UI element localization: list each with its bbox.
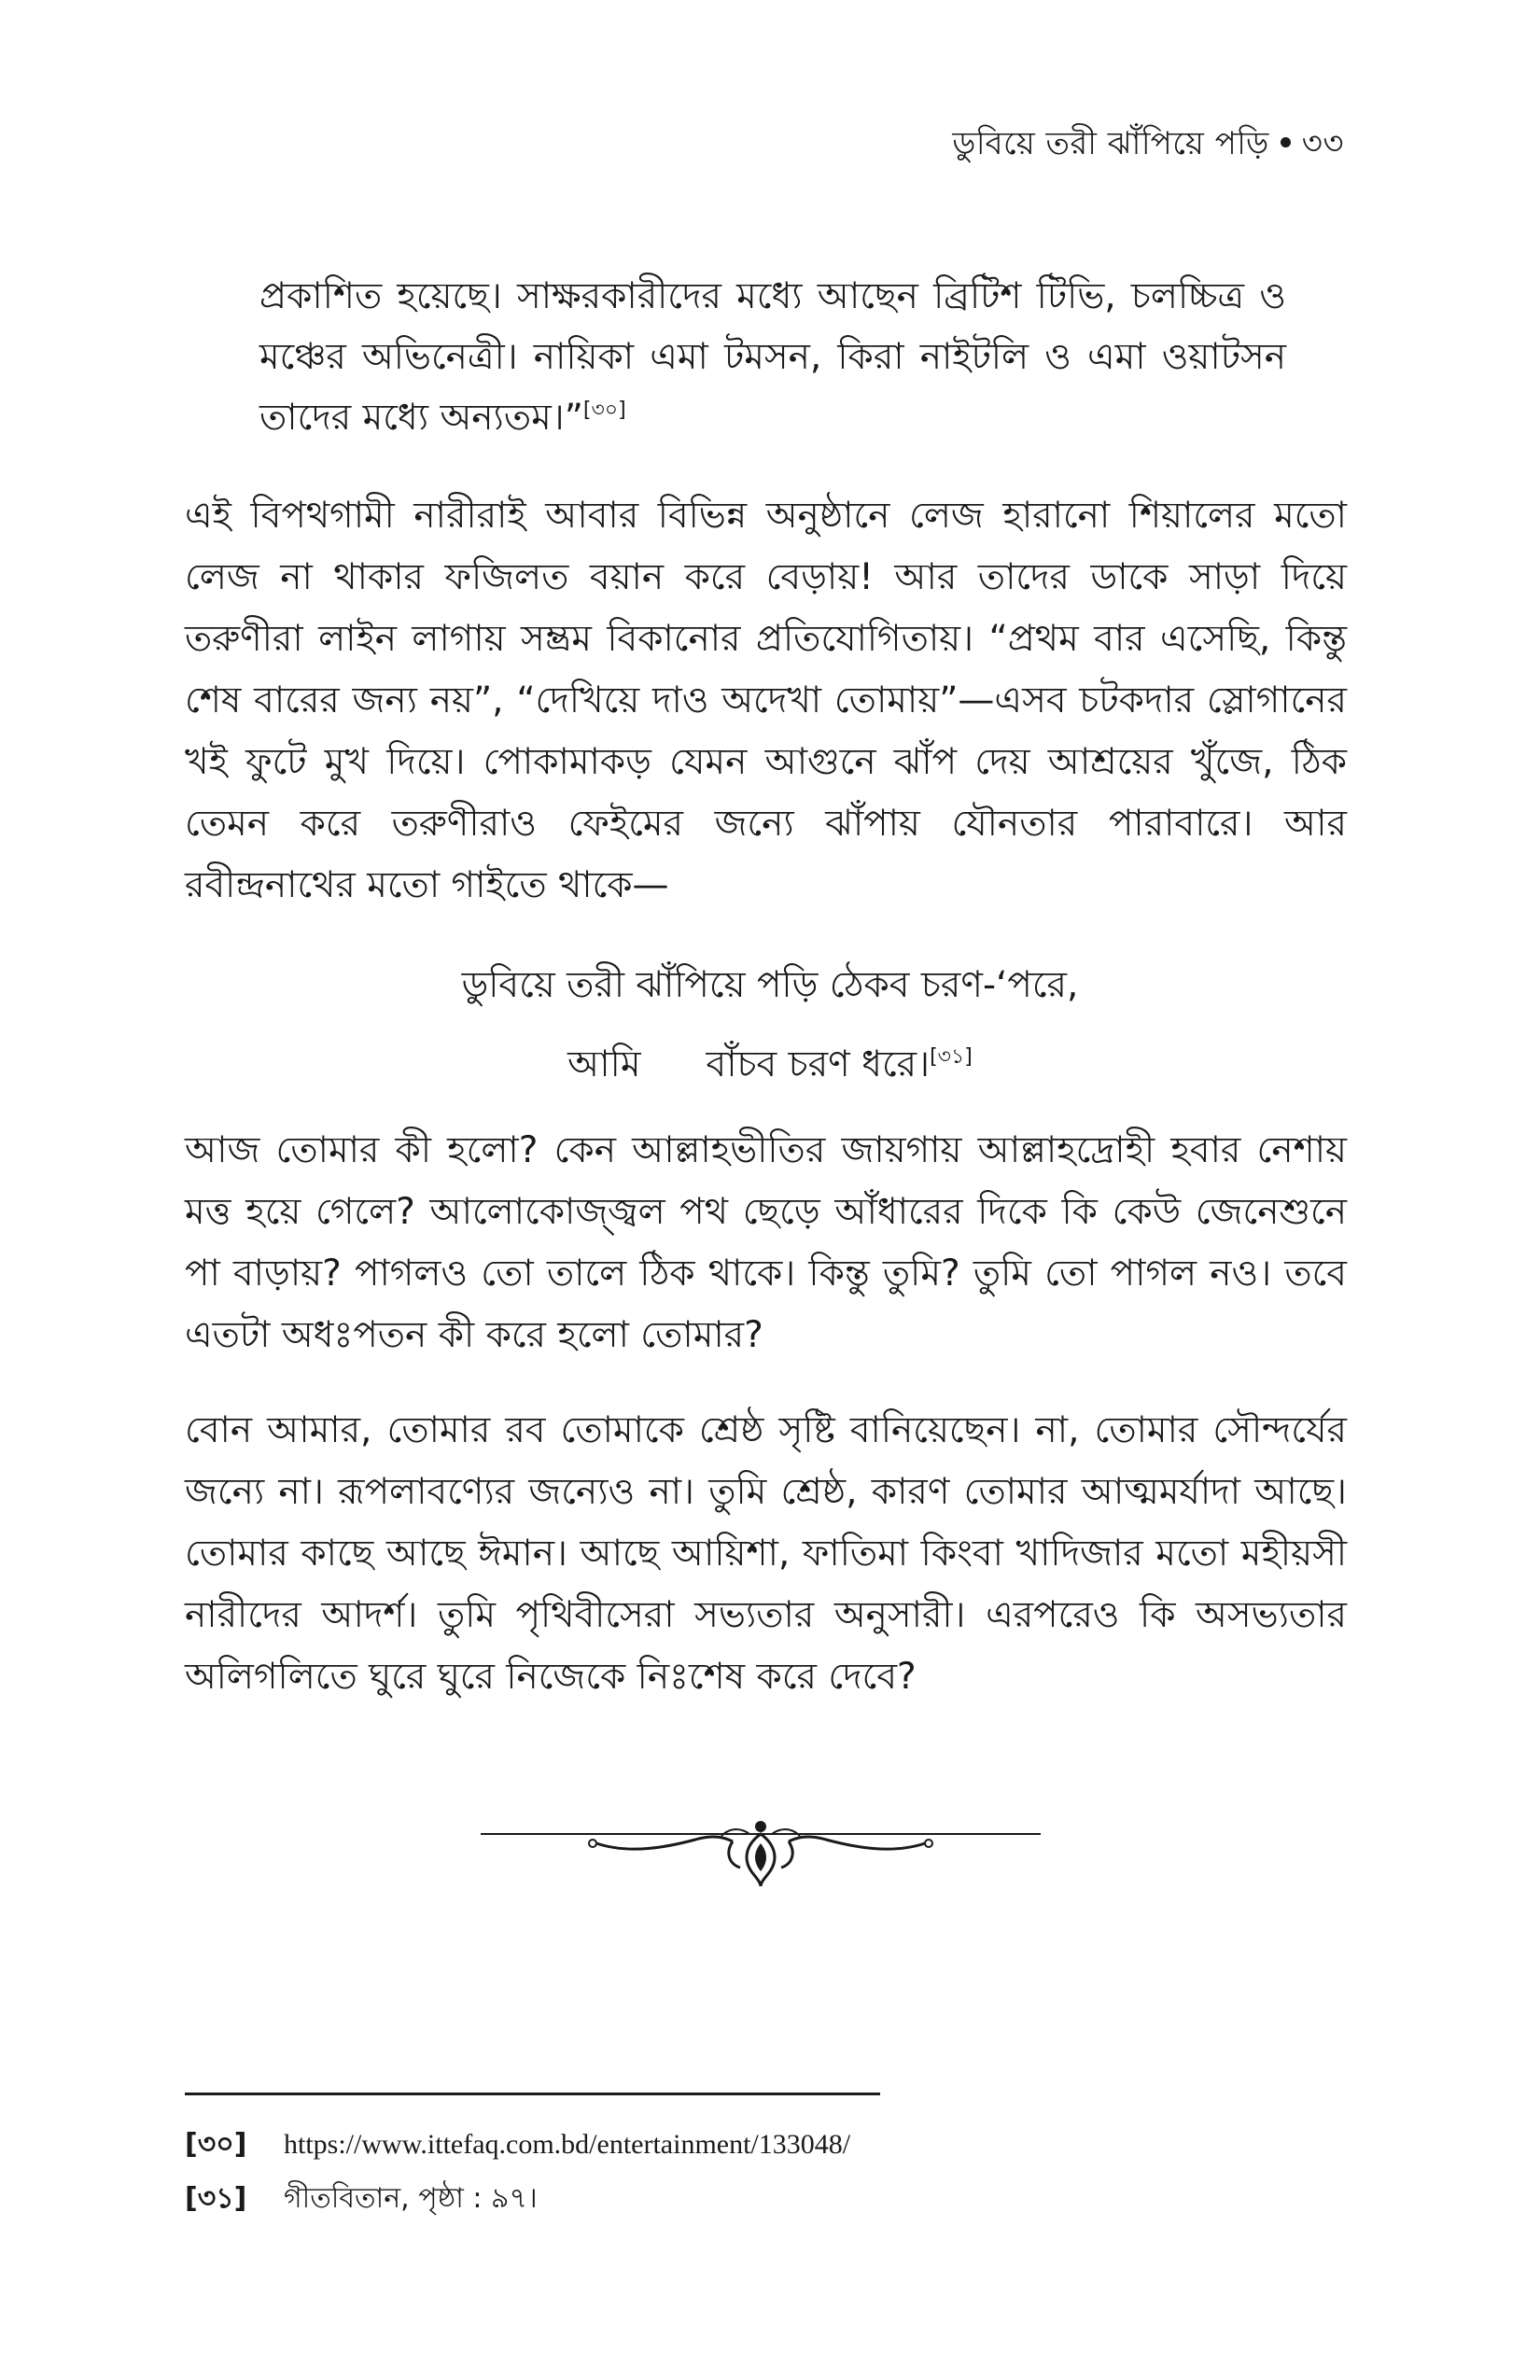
poem-line-1: ডুবিয়ে তরী ঝাঁপিয়ে পড়ি ঠেকব চরণ-‘পরে, [461, 964, 1079, 1006]
footnote-31 [185, 2180, 538, 2218]
footnote-30 [185, 2126, 850, 2163]
poem-line-2-rest: বাঁচব চরণ ধরে। [706, 1043, 931, 1085]
paragraph-3: বোন আমার, তোমার রব তোমাকে শ্রেষ্ঠ সৃষ্টি বানিয়েছেন। না, তোমার সৌন্দর্যের জন্যে না। রূপলাবণ্যের জন্যেও না। তুমি শ্রেষ্ঠ, কারণ তোমার আত্মমর্যাদা আছে। তোমার কাছে আছে ঈমান। আছে আয়িশা, ফাতিমা কিংবা খাদিজার মতো মহীয়সী নারীদের আদর্শ। তুমি পৃথিবীসেরা সভ্যতার অনুসারী। এরপরেও কি অসভ্যতার অলিগলিতে ঘুরে ঘুরে নিজেকে নিঃশেষ করে দেবে? [185, 1409, 1347, 1698]
footnote-ref-31: [৩১] [930, 1045, 973, 1069]
quote-text: প্রকাশিত হয়েছে। সাক্ষরকারীদের মধ্যে আছেন ব্রিটিশ টিভি, চলচ্চিত্র ও মঞ্চের অভিনেত্রী। নায়িকা এমা টমসন, কিরা নাইটলি ও এমা ওয়াটসন তাদের মধ্যে অন্যতম।” [259, 275, 1286, 439]
poem-line-2-lead: আমি [567, 1043, 641, 1085]
footnote-31-text: গীতবিতান, পৃষ্ঠা : ৯৭। [284, 2182, 538, 2215]
footnote-ref-30: [৩০] [582, 399, 626, 422]
footnote-30-number: [৩০] [185, 2128, 247, 2161]
footnote-divider [185, 2093, 880, 2095]
quote-block [259, 266, 1286, 448]
poem-line-2 [0, 1036, 1540, 1097]
page-number: ৩৩ [1301, 125, 1344, 162]
bullet-separator-icon [1281, 137, 1291, 147]
running-header-title: ডুবিয়ে তরী ঝাঁপিয়ে পড়ি [952, 125, 1269, 162]
footnote-31-number: [৩১] [185, 2182, 247, 2215]
paragraph-1: এই বিপথগামী নারীরাই আবার বিভিন্ন অনুষ্ঠানে লেজ হারানো শিয়ালের মতো লেজ না থাকার ফজিলত বয়ান করে বেড়ায়! আর তাদের ডাকে সাড়া দিয়ে তরুণীরা লাইন লাগায় সম্ভ্রম বিকানোর প্রতিযোগিতায়। “প্রথম বার এসেছি, কিন্তু শেষ বারের জন্য নয়”, “দেখিয়ে দাও অদেখা তোমায়”—এসব চটকদার স্লোগানের খই ফুটে মুখ দিয়ে। পোকামাকড় যেমন আগুনে ঝাঁপ দেয় আশ্রয়ের খুঁজে, ঠিক তেমন করে তরুণীরাও ফেইমের জন্যে ঝাঁপায় যৌনতার পারাবারে। আর রবীন্দ্রনাথের মতো গাইতে থাকে— [185, 495, 1347, 906]
ornament-divider-icon [481, 1806, 1041, 1890]
paragraph-2: আজ তোমার কী হলো? কেন আল্লাহভীতির জায়গায় আল্লাহদ্রোহী হবার নেশায় মত্ত হয়ে গেলে? আলোকোজ্জ্বল পথ ছেড়ে আঁধারের দিকে কি কেউ জেনেশুনে পা বাড়ায়? পাগলও তো তালে ঠিক থাকে। কিন্তু তুমি? তুমি তো পাগল নও। তবে এতটা অধঃপতন কী করে হলো তোমার? [185, 1129, 1347, 1356]
footnote-30-link[interactable]: https://www.ittefaq.com.bd/entertainment/133048/ [284, 2129, 851, 2160]
running-header [952, 119, 1344, 173]
